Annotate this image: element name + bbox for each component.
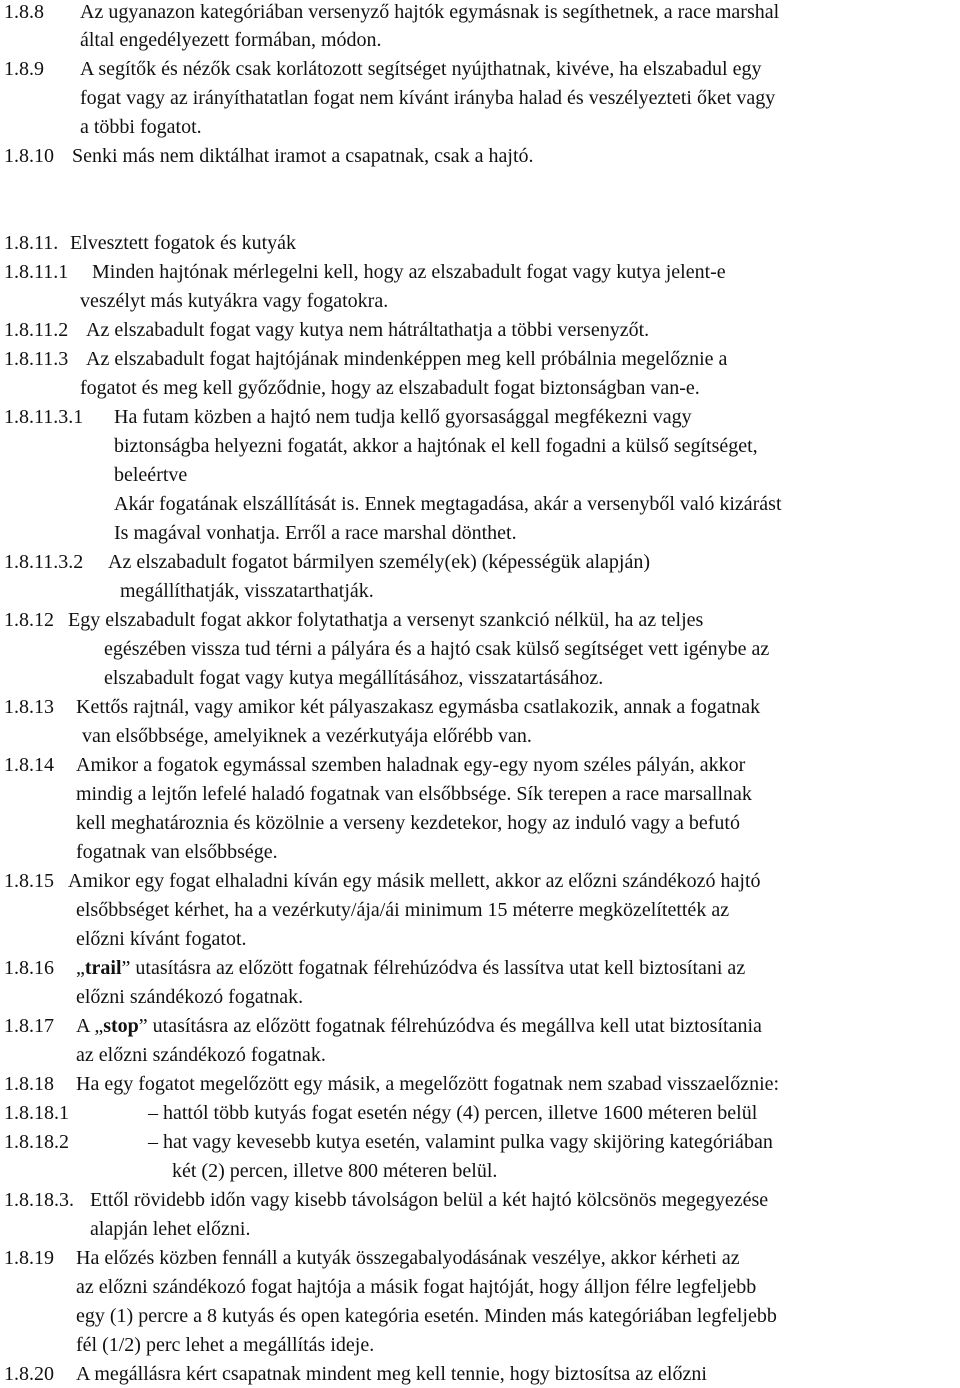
rule-text: elszabadult fogat vagy kutya megállításához, visszatartásához. — [104, 667, 604, 689]
rule-text: Kettős rajtnál, vagy amikor két pályaszakasz egymásba csatlakozik, annak a fogatnak — [76, 696, 761, 718]
rule-text: fogatot és meg kell győződnie, hogy az elszabadult fogat biztonságban van-e. — [80, 377, 700, 399]
rule-text: megállíthatják, visszatarthatják. — [120, 580, 374, 602]
rule-number: 1.8.11.3 — [4, 348, 69, 370]
rule-number: 1.8.19 — [4, 1247, 54, 1269]
rule-text: fél (1/2) perc lehet a megállítás ideje. — [76, 1334, 375, 1356]
rule-text: alapján lehet előzni. — [90, 1218, 251, 1240]
quote-open: A „ — [76, 1015, 104, 1037]
rule-text: fogatnak van elsőbbsége. — [76, 841, 278, 863]
rule-number: 1.8.11.3.1 — [4, 406, 84, 428]
rule-number: 1.8.18.1 — [4, 1102, 69, 1124]
rule-text: Amikor egy fogat elhaladni kíván egy másik mellett, akkor az előzni szándékozó hajtó — [68, 870, 761, 892]
rule-number: 1.8.11.1 — [4, 261, 69, 283]
rule-text: van elsőbbsége, amelyiknek a vezérkutyája előrébb van. — [82, 725, 532, 747]
rule-text: – hattól több kutyás fogat esetén négy (4) percen, illetve 1600 méteren belül — [148, 1102, 758, 1124]
rule-text: kell meghatároznia és közölnie a verseny kezdetekor, hogy az induló vagy a befutó — [76, 812, 740, 834]
command-trail: trail — [84, 957, 122, 979]
rule-text: az előzni szándékozó fogatnak. — [76, 1044, 326, 1066]
rule-number: 1.8.8 — [4, 1, 44, 23]
rule-number: 1.8.13 — [4, 696, 54, 718]
rule-number: 1.8.11.3.2 — [4, 551, 84, 573]
rule-number: 1.8.18 — [4, 1073, 54, 1095]
rule-text: A segítők és nézők csak korlátozott segítséget nyújthatnak, kivéve, ha elszabadul egy — [80, 58, 762, 80]
rule-text: Minden hajtónak mérlegelni kell, hogy az elszabadult fogat vagy kutya jelent-e — [92, 261, 726, 283]
rule-text — [76, 1014, 762, 1038]
command-stop: stop — [103, 1015, 139, 1037]
rule-text: előzni szándékozó fogatnak. — [76, 986, 304, 1008]
rule-number: 1.8.9 — [4, 58, 44, 80]
rule-text: Az elszabadult fogat hajtójának mindenképpen meg kell próbálnia megelőznie a — [86, 348, 728, 370]
rule-text: egészében vissza tud térni a pályára és a hajtó csak külső segítséget vett igénybe az — [104, 638, 770, 660]
rule-text: beleértve — [114, 464, 188, 486]
rule-text: Senki más nem diktálhat iramot a csapatnak, csak a hajtó. — [72, 145, 534, 167]
rule-text: az előzni szándékozó fogat hajtója a másik fogat hajtóját, hogy álljon félre legfeljebb — [76, 1276, 757, 1298]
rule-text: által engedélyezett formában, módon. — [80, 29, 382, 51]
rule-text: fogat vagy az irányíthatatlan fogat nem kívánt irányba halad és veszélyezteti őket vagy — [80, 87, 776, 109]
rule-number: 1.8.17 — [4, 1015, 54, 1037]
rule-text: Ha egy fogatot megelőzött egy másik, a megelőzött fogatnak nem szabad visszaelőznie: — [76, 1073, 780, 1095]
rule-text-rest: ” utasításra az előzött fogatnak félrehúzódva és lassítva utat kell biztosítani az — [121, 957, 746, 979]
rule-text: – hat vagy kevesebb kutya esetén, valamint pulka vagy skijöring kategóriában — [148, 1131, 773, 1153]
rule-text: a többi fogatot. — [80, 116, 202, 138]
rule-text: előzni kívánt fogatot. — [76, 928, 247, 950]
rule-text-rest: ” utasításra az előzött fogatnak félrehúzódva és megállva kell utat biztosítania — [138, 1015, 762, 1037]
section-heading: Elvesztett fogatok és kutyák — [70, 232, 297, 254]
rule-number: 1.8.18.3. — [4, 1189, 74, 1211]
rule-text: Ettől rövidebb időn vagy kisebb távolságon belül a két hajtó kölcsönös megegyezése — [90, 1189, 769, 1211]
rule-text: Amikor a fogatok egymással szemben haladnak egy-egy nyom széles pályán, akkor — [76, 754, 746, 776]
rule-text: Is magával vonhatja. Erről a race marshal dönthet. — [114, 522, 517, 544]
rule-text: Az elszabadult fogat vagy kutya nem hátráltathatja a többi versenyzőt. — [86, 319, 650, 341]
quote-open: „ — [76, 957, 85, 979]
rule-text: Egy elszabadult fogat akkor folytathatja a versenyt szankció nélkül, ha az teljes — [68, 609, 704, 631]
rule-text: mindig a lejtőn lefelé haladó fogatnak van elsőbbsége. Sík terepen a race marsallnak — [76, 783, 752, 805]
rule-text: Akár fogatának elszállítását is. Ennek megtagadása, akár a versenyből való kizárást — [114, 493, 782, 515]
rule-number: 1.8.11. — [4, 232, 59, 254]
rule-text: Ha futam közben a hajtó nem tudja kellő gyorsasággal megfékezni vagy — [114, 406, 692, 428]
rule-text: elsőbbséget kérhet, ha a vezérkuty/ája/ái minimum 15 méterre megközelítették az — [76, 899, 730, 921]
rule-number: 1.8.12 — [4, 609, 54, 631]
rule-text: Ha előzés közben fennáll a kutyák összegabalyodásának veszélye, akkor kérheti az — [76, 1247, 740, 1269]
rule-number: 1.8.20 — [4, 1363, 54, 1385]
rule-number: 1.8.10 — [4, 145, 54, 167]
rule-number: 1.8.11.2 — [4, 319, 69, 341]
rule-text: egy (1) percre a 8 kutyás és open kategória esetén. Minden más kategóriában legfeljebb — [76, 1305, 777, 1327]
rule-number: 1.8.14 — [4, 754, 54, 776]
rule-text: biztonságba helyezni fogatát, akkor a hajtónak el kell fogadni a külső segítséget, — [114, 435, 758, 457]
rule-number: 1.8.16 — [4, 957, 54, 979]
rule-text: Az ugyanazon kategóriában versenyző hajtók egymásnak is segíthetnek, a race marshal — [80, 1, 780, 23]
rule-text: Az elszabadult fogatot bármilyen személy(ek) (képességük alapján) — [108, 551, 651, 573]
rule-text: két (2) percen, illetve 800 méteren belül. — [172, 1160, 498, 1182]
rule-text: veszélyt más kutyákra vagy fogatokra. — [80, 290, 389, 312]
rule-number: 1.8.15 — [4, 870, 54, 892]
rule-text: A megállásra kért csapatnak mindent meg kell tennie, hogy biztosítsa az előzni — [76, 1363, 707, 1385]
rule-text — [76, 956, 745, 980]
rule-number: 1.8.18.2 — [4, 1131, 69, 1153]
rule-line — [4, 0, 44, 24]
